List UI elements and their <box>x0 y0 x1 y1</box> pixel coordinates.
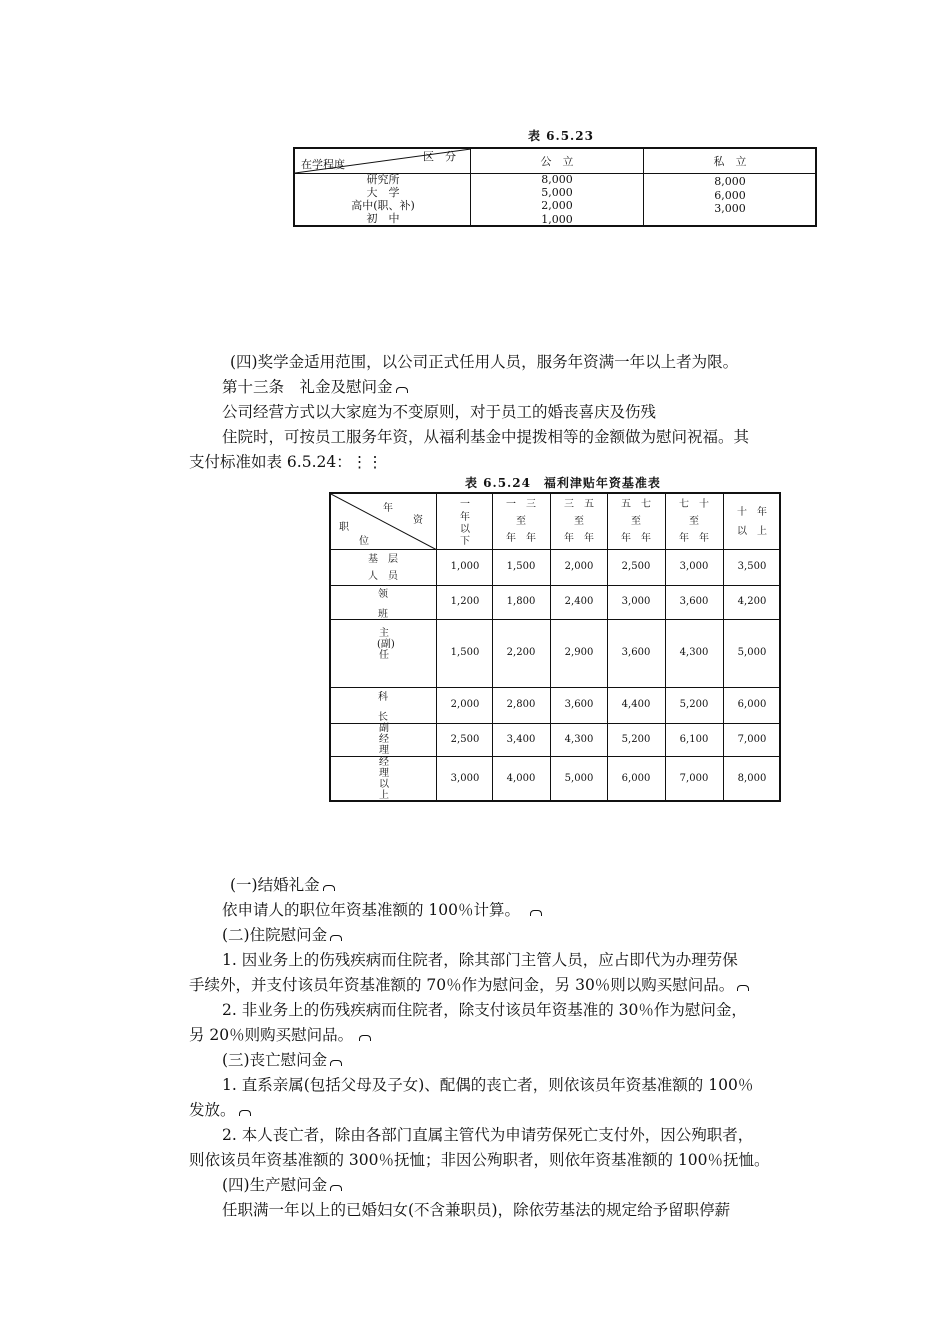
col-header-mid: 以 上 <box>737 526 767 537</box>
row-label: 研究所 <box>366 173 400 186</box>
paragraph: 1. 因业务上的伤残疾病而住院者，除其部门主管人员，应占即代为办理劳保 <box>222 951 738 969</box>
table-cell: 4,000 <box>506 773 536 784</box>
edit-mark-icon <box>330 1060 342 1066</box>
row-label-a: 科 <box>378 692 388 703</box>
section-title-text: (一)结婚礼金 <box>230 876 320 894</box>
table-cell: 5,000 <box>737 647 767 658</box>
paragraph: 2. 本人丧亡者，除由各部门直属主管代为申请劳保死亡支付外，因公殉职者， <box>222 1126 754 1144</box>
row-label <box>331 691 435 725</box>
col-header-bottom: 以下 <box>460 524 470 547</box>
table-cell: 1,500 <box>506 561 536 572</box>
col-header <box>493 498 549 545</box>
paragraph <box>189 1025 371 1045</box>
row-label <box>331 553 435 584</box>
table2-caption: 表 6.5.24 福利津贴年资基准表 <box>465 476 661 490</box>
table-cell: 2,000 <box>450 699 480 710</box>
paragraph: 2. 非业务上的伤残疾病而住院者，除支付该员年资基准的 30％作为慰问金， <box>222 1001 747 1019</box>
table-cell: 3,000 <box>450 773 480 784</box>
row-label: 副经理 <box>379 723 389 756</box>
corner-label-category: 区 分 <box>423 150 456 163</box>
paragraph: 住院时，可按员工服务年资，从福利基金中提拨相等的金额做为慰问祝福。其 <box>222 428 750 446</box>
table-cell: 3,600 <box>679 596 709 607</box>
edit-mark-icon <box>737 985 749 991</box>
edit-mark-icon <box>530 910 542 916</box>
table-cell: 4,300 <box>564 734 594 745</box>
paragraph: (四)奖学金适用范围，以公司正式任用人员，服务年资满一年以上者为限。 <box>230 353 739 371</box>
table-cell: 2,500 <box>621 561 651 572</box>
cell-public: 2,000 <box>541 199 573 212</box>
paragraph: 则依该员年资基准额的 300％抚恤；非因公殉职者，则依年资基准额的 100％抚恤。 <box>189 1151 770 1169</box>
paragraph: 1. 直系亲属(包括父母及子女)、配偶的丧亡者，则依该员年资基准额的 100％ <box>222 1076 754 1094</box>
corner-label-zhi: 职 <box>339 522 349 533</box>
table-cell: 1,800 <box>506 596 536 607</box>
paragraph-text: 另 20％则购买慰问品。 <box>189 1026 354 1044</box>
col-header <box>608 498 664 545</box>
edit-mark-icon <box>396 387 408 393</box>
table-cell: 8,000 <box>737 773 767 784</box>
paragraph-text: 依申请人的职位年资基准额的 100％计算。 <box>222 901 521 919</box>
table-cell: 2,900 <box>564 647 594 658</box>
section-title-text: (二)住院慰问金 <box>222 926 328 944</box>
table-cell: 2,000 <box>564 561 594 572</box>
table-cell: 3,600 <box>564 699 594 710</box>
edit-mark-icon <box>330 1185 342 1191</box>
row-label: 高中(职、补) <box>351 199 415 212</box>
table-cell: 3,500 <box>737 561 767 572</box>
article-heading <box>222 377 408 397</box>
col-header-top: 五 七 <box>621 499 651 510</box>
col-header-top: 三 五 <box>564 499 594 510</box>
row-label-b: 长 <box>378 712 388 723</box>
row-label-b: 人 员 <box>368 571 398 582</box>
table-cell: 3,000 <box>621 596 651 607</box>
col-header-mid: 至 <box>631 516 641 527</box>
table-cell: 4,300 <box>679 647 709 658</box>
table-cell: 3,000 <box>679 561 709 572</box>
cell-private: 6,000 <box>714 189 746 202</box>
table-cell: 1,500 <box>450 647 480 658</box>
cell-private: 3,000 <box>714 202 746 215</box>
paragraph <box>222 900 542 920</box>
table-cell: 3,400 <box>506 734 536 745</box>
edit-mark-icon <box>239 1110 251 1116</box>
col-header <box>551 498 607 545</box>
table-cell: 4,400 <box>621 699 651 710</box>
table-cell: 2,500 <box>450 734 480 745</box>
col-header-top: 一 <box>460 499 470 510</box>
col-header-bottom: 年 年 <box>506 533 536 544</box>
paragraph: 支付标准如表 6.5.24：⋮⋮ <box>189 453 383 471</box>
corner-label-zi: 资 <box>413 515 423 526</box>
edit-mark-icon <box>359 1035 371 1041</box>
col-header <box>666 498 722 545</box>
cell-public: 8,000 <box>541 173 573 186</box>
col-header-mid: 至 <box>574 516 584 527</box>
col-header-mid: 至 <box>689 516 699 527</box>
table1-caption: 表 6.5.23 <box>528 129 594 143</box>
row-label-a: 基 层 <box>368 554 398 565</box>
paragraph-text: 手续外，并支付该员年资基准额的 70％作为慰问金，另 30％则以购买慰问品。 <box>189 976 735 994</box>
welfare-allowance-table <box>329 492 781 802</box>
section-title-text: (四)生产慰问金 <box>222 1176 328 1194</box>
section-title <box>222 925 342 945</box>
table-cell: 6,000 <box>737 699 767 710</box>
row-label-b: 班 <box>378 609 388 620</box>
table-cell: 7,000 <box>679 773 709 784</box>
cell-public: 1,000 <box>541 213 573 226</box>
row-label: 大 学 <box>366 186 400 199</box>
row-label: 主(副)任 <box>377 628 395 661</box>
section-title-text: (三)丧亡慰问金 <box>222 1051 328 1069</box>
table-cell: 2,800 <box>506 699 536 710</box>
table-cell: 6,100 <box>679 734 709 745</box>
paragraph-text: 发放。 <box>189 1101 236 1119</box>
table-cell: 5,200 <box>679 699 709 710</box>
col-header-bottom: 年 年 <box>621 533 651 544</box>
corner-label-nian: 年 <box>383 503 393 514</box>
col-header-public: 公 立 <box>540 155 574 168</box>
section-title <box>230 875 335 895</box>
section-title <box>222 1050 342 1070</box>
article-heading-text: 第十三条 礼金及慰问金 <box>222 378 393 396</box>
edit-mark-icon <box>330 935 342 941</box>
table-cell: 6,000 <box>621 773 651 784</box>
col-header-private: 私 立 <box>713 155 747 168</box>
cell-public: 5,000 <box>541 186 573 199</box>
col-header-top: 一 三 <box>506 499 536 510</box>
row-label <box>331 588 435 622</box>
col-header-bottom: 年 年 <box>679 533 709 544</box>
col-header-mid: 年 <box>460 512 470 523</box>
table-cell: 5,000 <box>564 773 594 784</box>
corner-label-education: 在学程度 <box>301 158 345 171</box>
col-header-top: 十 年 <box>737 507 767 518</box>
row-label: 初 中 <box>366 212 400 225</box>
col-header <box>437 498 493 548</box>
col-header-top: 七 十 <box>679 499 709 510</box>
table-cell: 1,000 <box>450 561 480 572</box>
row-label-a: 领 <box>378 589 388 600</box>
scholarship-table <box>293 147 817 227</box>
table-cell: 7,000 <box>737 734 767 745</box>
table-cell: 1,200 <box>450 596 480 607</box>
paragraph <box>189 1100 251 1120</box>
col-header <box>724 506 780 538</box>
section-title <box>222 1175 342 1195</box>
table-cell: 2,400 <box>564 596 594 607</box>
col-header-mid: 至 <box>516 516 526 527</box>
col-header-bottom: 年 年 <box>564 533 594 544</box>
corner-label-wei: 位 <box>359 536 369 547</box>
table-cell: 2,200 <box>506 647 536 658</box>
table-cell: 3,600 <box>621 647 651 658</box>
paragraph: 任职满一年以上的已婚妇女(不含兼职员)，除依劳基法的规定给予留职停薪 <box>222 1201 731 1219</box>
table-cell: 5,200 <box>621 734 651 745</box>
edit-mark-icon <box>323 885 335 891</box>
cell-private: 8,000 <box>714 175 746 188</box>
paragraph <box>189 975 749 995</box>
row-label: 经理以上 <box>379 757 389 801</box>
paragraph: 公司经营方式以大家庭为不变原则，对于员工的婚丧喜庆及伤残 <box>222 403 657 421</box>
table-cell: 4,200 <box>737 596 767 607</box>
